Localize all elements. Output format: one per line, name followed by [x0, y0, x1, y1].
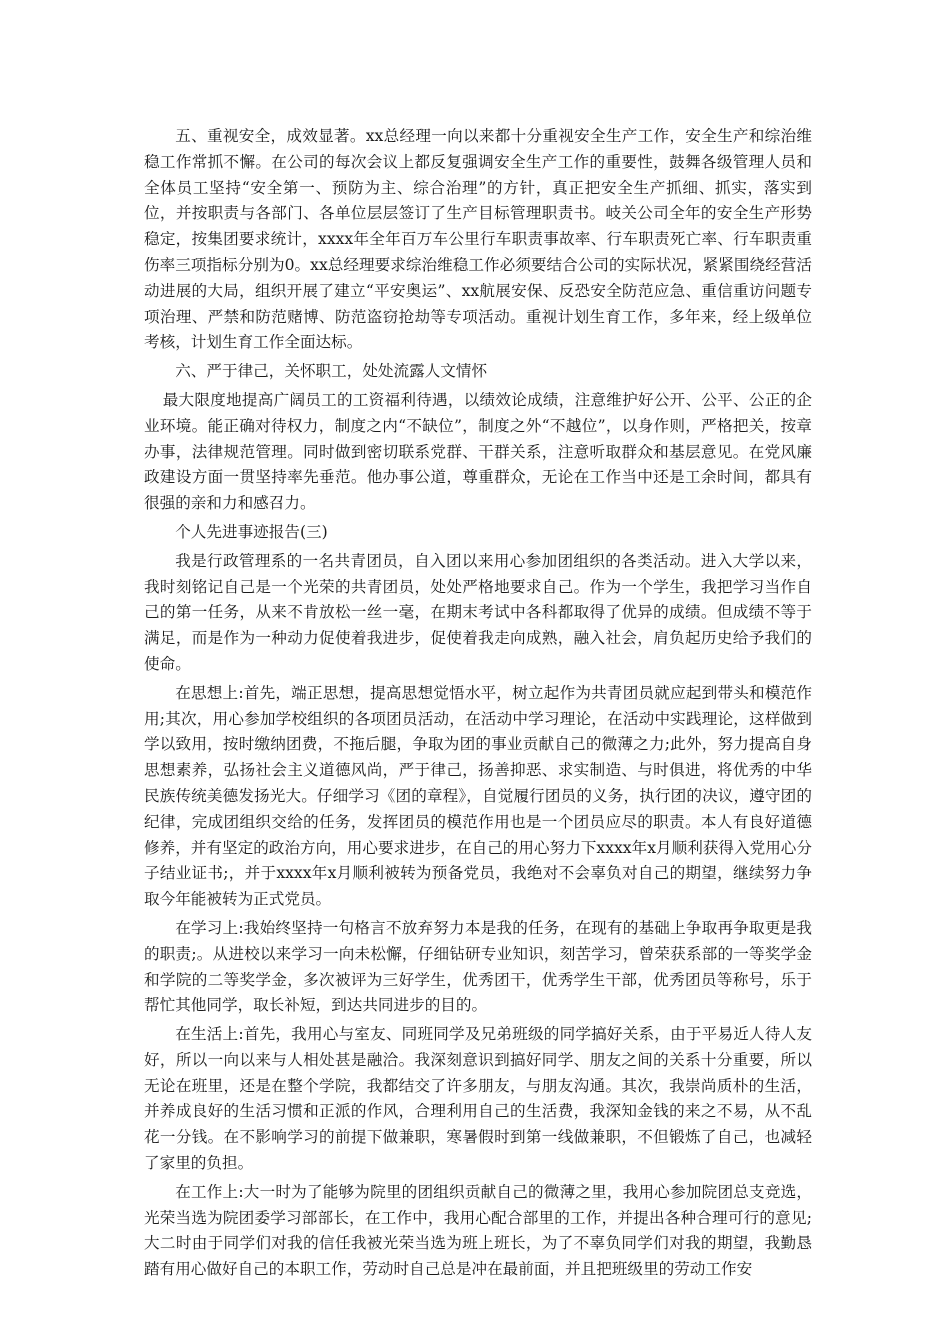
paragraph-study: 在学习上:我始终坚持一句格言不放弃努力本是我的任务，在现有的基础上争取再争取更是我的职责;。从进校以来学习一向未松懈，仔细钻研专业知识，刻苦学习，曾荣获系部的一等奖学金和学院的二等奖学金，多次被评为三好学生，优秀团干，优秀学生干部，优秀团员等称号，乐于帮忙其他同学，取长补短，到达共同进步的目的。 [144, 918, 812, 1015]
paragraph-welfare: 最大限度地提高广阔员工的工资福利待遇，以绩效论成绩，注意维护好公开、公平、公正的企业环境。能正确对待权力，制度之内“不缺位”，制度之外“不越位”，以身作则，严格把关，按章办事，法律规范管理。同时做到密切联系党群、干群关系，注意听取群众和基层意见。在党风廉政建设方面一贯坚持率先垂范。他办事公道，尊重群众，无论在工作当中还是工余时间，都具有很强的亲和力和感召力。 [144, 390, 812, 513]
paragraph-life: 在生活上:首先，我用心与室友、同班同学及兄弟班级的同学搞好关系，由于平易近人待人友好，所以一向以来与人相处甚是融洽。我深刻意识到搞好同学、朋友之间的关系十分重要，所以无论在班里，还是在整个学院，我都结交了许多朋友，与朋友沟通。其次，我崇尚质朴的生活，并养成良好的生活习惯和正派的作风，合理利用自己的生活费，我深知金钱的来之不易，从不乱花一分钱。在不影响学习的前提下做兼职，寒暑假时到第一线做兼职，不但锻炼了自己，也减轻了家里的负担。 [144, 1025, 812, 1173]
paragraph-intro: 我是行政管理系的一名共青团员，自入团以来用心参加团组织的各类活动。进入大学以来，我时刻铭记自己是一个光荣的共青团员，处处严格地要求自己。作为一个学生，我把学习当作自己的第一任务，从来不肯放松一丝一毫，在期末考试中各科都取得了优异的成绩。但成绩不等于满足，而是作为一种动力促使着我进步，促使着我走向成熟，融入社会，肩负起历史给予我们的使命。 [144, 551, 812, 673]
section-heading-discipline: 六、严于律己，关怀职工，处处流露人文情怀 [175, 362, 488, 381]
paragraph-safety: 五、重视安全，成效显著。xx总经理一向以来都十分重视安全生产工作，安全生产和综治维稳工作常抓不懈。在公司的每次会议上都反复强调安全生产工作的重要性，鼓舞各级管理人员和全体员工坚持“安全第一、预防为主、综合治理”的方针，真正把安全生产抓细、抓实，落实到位，并按职责与各部门、各单位层层签订了生产目标管理职责书。岐关公司全年的安全生产形势稳定，按集团要求统计，xxxx年全年百万车公里行车职责事故率、行车职责死亡率、行车职责重伤率三项指标分别为0。xx总经理要求综治维稳工作必须要结合公司的实际状况，紧紧围绕经营活动进展的大局，组织开展了建立“平安奥运”、xx航展安保、反恐安全防范应急、重信重访问题专项治理、严禁和防范赌博、防范盗窃抢劫等专项活动。重视计划生育工作，多年来，经上级单位考核，计划生育工作全面达标。 [144, 127, 812, 352]
document-body [144, 124, 812, 1286]
report-title: 个人先进事迹报告(三) [175, 522, 328, 541]
paragraph-work: 在工作上:大一时为了能够为院里的团组织贡献自己的微薄之里，我用心参加院团总支竞选，光荣当选为院团委学习部部长，在工作中，我用心配合部里的工作，并提出各种合理可行的意见;大二时由于同学们对我的信任我被光荣当选为班上班长，为了不辜负同学们对我的期望，我勤恳踏有用心做好自己的本职工作，劳动时自己总是冲在最前面，并且把班级里的劳动工作安 [144, 1182, 812, 1279]
paragraph-ideology: 在思想上:首先，端正思想，提高思想觉悟水平，树立起作为共青团员就应起到带头和模范作用;其次，用心参加学校组织的各项团员活动，在活动中学习理论，在活动中实践理论，这样做到学以致用，按时缴纳团费，不拖后腿，争取为团的事业贡献自己的微薄之力;此外，努力提高自身思想素养，弘扬社会主义道德风尚，严于律己，扬善抑恶、求实制造、与时俱进，将优秀的中华民族传统美德发扬光大。仔细学习《团的章程》，自觉履行团员的义务，执行团的决议，遵守团的纪律，完成团组织交给的任务，发挥团员的模范作用也是一个团员应尽的职责。本人有良好道德修养，并有坚定的政治方向，用心要求进步，在自己的用心努力下xxxx年x月顺利获得入党用心分子结业证书;，并于xxxx年x月顺利被转为预备党员，我绝对不会辜负对自己的期望，继续努力争取今年能被转为正式党员。 [144, 683, 812, 909]
